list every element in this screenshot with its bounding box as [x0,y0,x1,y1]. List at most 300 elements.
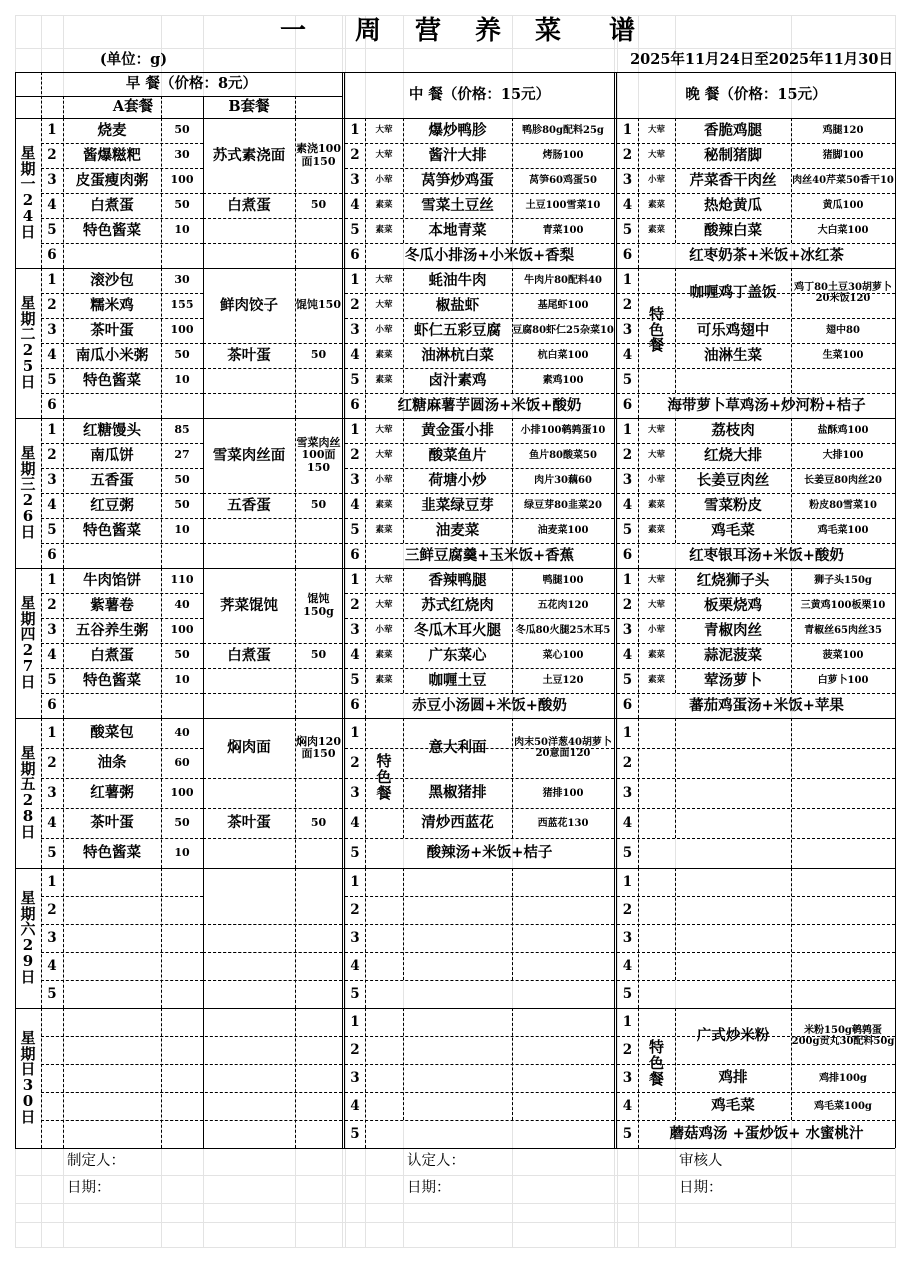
dish-category: 大荤 [375,424,393,435]
dinner-soup-combo: 红枣奶茶+米饭+冰红茶 [689,246,844,264]
lunch-dish: 椒盐虾 [435,296,480,314]
vertical-char: 特 [648,304,664,323]
breakfast-a-dish: 特色酱菜 [83,371,141,389]
breakfast-a-weight [161,543,203,568]
breakfast-b-dish: 荠菜馄饨 [220,596,278,614]
dish-category: 大荤 [375,124,393,135]
approver-date-label: 日期： [407,1180,451,1197]
grid-line [512,1008,513,1120]
row-number: 3 [622,622,633,639]
row-number: 5 [47,985,57,1002]
breakfast-a-dish: 白煮蛋 [90,196,134,214]
row-number: 1 [350,122,360,139]
grid-line [41,1092,342,1093]
breakfast-b-dish: 白煮蛋 [227,196,271,214]
grid-line [161,1008,162,1148]
dish-category: 小荤 [647,474,665,485]
page-title-char: 养 [474,16,501,47]
row-number: 3 [350,622,360,639]
breakfast-b-dish: 白煮蛋 [227,646,271,664]
dinner-soup-combo: 蕃茄鸡蛋汤+米饭+苹果 [689,696,844,714]
row-number: 2 [47,447,57,464]
vertical-char: 特 [376,752,392,771]
dish-category: 素菜 [375,349,393,360]
row-number: 4 [350,957,360,974]
dinner-dish: 红烧大排 [704,446,762,464]
vertical-char: 星 [20,443,36,462]
dinner-dish: 广式炒米粉 [696,1027,770,1045]
dinner-dish: 香脆鸡腿 [704,121,762,139]
grid-line [403,868,404,980]
dinner-weight: 猪脚100 [822,150,864,161]
vertical-char: 餐 [648,1069,664,1088]
row-number: 1 [350,422,360,439]
row-number: 2 [622,297,633,314]
dish-category: 大荤 [375,299,393,310]
breakfast-a-weight: 60 [174,755,190,769]
row-number: 4 [622,814,633,831]
grid-line [203,96,204,118]
dish-category: 大荤 [375,574,393,585]
lunch-dish: 黄金蛋小排 [421,421,494,439]
grid-line [345,924,614,925]
dish-category: 素菜 [375,224,393,235]
breakfast-b-dish: 雪菜肉丝面 [212,446,286,464]
row-number: 2 [622,147,633,164]
row-number: 4 [622,197,633,214]
grid-line [203,778,342,779]
row-number: 5 [350,372,360,389]
dinner-dish: 秘制猪脚 [704,146,762,164]
dinner-soup-combo: 红枣银耳汤+米饭+酸奶 [689,546,844,564]
dinner-dish: 鸡毛菜 [711,521,755,539]
day-label [15,268,41,418]
special-meal-label [365,718,403,838]
vertical-char: 一 [20,175,36,194]
dish-category: 素菜 [375,374,393,385]
vertical-char: 期 [20,759,36,778]
breakfast-a-weight: 10 [174,845,190,859]
row-number: 1 [622,272,633,289]
lunch-dish: 雪菜土豆丝 [421,196,494,214]
grid-line [403,1008,404,1120]
grid-line [161,868,162,1008]
breakfast-a-dish: 酱爆糍粑 [83,146,141,164]
row-number: 2 [350,1041,360,1058]
row-number: 1 [622,1013,633,1030]
row-number: 1 [350,572,360,589]
grid-line [617,838,895,839]
dish-category: 素菜 [375,524,393,535]
grid-line [617,924,895,925]
sheet-gridline [15,1222,896,1223]
breakfast-a-weight: 30 [174,273,190,287]
lunch-dish: 爆炒鸭胗 [428,121,487,139]
breakfast-a-weight: 50 [174,123,190,137]
day-label [15,1008,41,1148]
grid-line [345,1036,614,1037]
vertical-char: 2 [22,936,34,954]
breakfast-a-dish: 特色酱菜 [83,521,141,539]
breakfast-a-dish: 红豆粥 [90,496,134,514]
dinner-dish: 雪菜粉皮 [704,496,762,514]
breakfast-b-weight: 雪菜肉丝100面150 [296,436,341,474]
breakfast-b-dish: 茶叶蛋 [227,814,271,832]
row-number: 5 [350,985,360,1002]
row-number: 6 [47,547,57,564]
dinner-weight: 白萝卜100 [817,675,869,686]
lunch-soup-combo: 红糖麻薯芋圆汤+米饭+酸奶 [397,396,582,414]
row-number: 1 [622,572,633,589]
vertical-char: 色 [376,768,392,787]
row-number: 3 [622,929,633,946]
grid-line [203,838,342,839]
vertical-char: 4 [22,206,34,225]
row-number: 5 [622,672,633,689]
row-number: 1 [47,873,57,890]
row-number: 3 [47,322,57,339]
row-number: 3 [47,172,57,189]
dish-category: 大荤 [647,424,665,435]
dish-category: 小荤 [375,324,393,335]
breakfast-b-weight: 50 [310,198,327,212]
lunch-dish: 油麦菜 [435,521,480,539]
lunch-weight: 冬瓜80火腿25木耳5 [515,625,611,636]
breakfast-a-dish: 红糖馒头 [83,421,141,439]
grid-line [41,1008,42,1148]
breakfast-a-weight: 10 [174,373,190,387]
lunch-weight: 莴笋60鸡蛋50 [529,175,597,186]
vertical-char: 期 [20,459,36,478]
row-number: 5 [622,372,633,389]
breakfast-b-dish: 鲜肉饺子 [220,296,278,314]
dish-category: 素菜 [647,224,665,235]
grid-line [41,980,203,981]
row-number: 2 [350,901,360,918]
row-number: 3 [350,1069,360,1086]
lunch-soup-combo: 三鲜豆腐羹+玉米饭+香蕉 [404,546,575,564]
grid-line [617,808,895,809]
dinner-weight: 鸡腿120 [822,125,864,136]
grid-line [791,718,792,868]
vertical-char: 9 [22,951,34,970]
dinner-weight: 翅中80 [826,325,860,336]
dish-category: 大荤 [647,574,665,585]
breakfast-a-weight: 50 [174,348,190,362]
row-number: 6 [622,697,633,714]
lunch-dish: 蚝油牛肉 [428,271,487,289]
row-number: 5 [622,1125,633,1142]
breakfast-a-weight: 155 [170,298,194,312]
vertical-char: 星 [20,888,36,907]
vertical-char: 六 [20,920,36,939]
grid-line [638,868,639,1008]
dish-category: 素菜 [375,499,393,510]
vertical-char: 期 [20,904,36,923]
row-number: 6 [350,247,360,264]
breakfast-a-weight: 10 [174,223,190,237]
lunch-dish: 莴笋炒鸡蛋 [421,171,494,189]
grid-line [675,718,676,838]
row-number: 1 [47,272,57,289]
row-number: 3 [47,929,57,946]
grid-line [617,748,895,749]
grid-line [675,868,676,980]
reviewer-date-label: 日期： [679,1180,723,1197]
grid-line [203,243,342,244]
page-title-char: 一 [279,16,306,47]
grid-line [203,808,342,809]
dish-category: 大荤 [375,599,393,610]
maker-date-label: 日期： [67,1180,111,1197]
dinner-dish: 红烧狮子头 [696,571,770,589]
dinner-weight: 米粉150g鹌鹑蛋200g贡丸30配料50g [791,1025,895,1047]
breakfast-a-weight: 110 [170,573,194,587]
row-number: 3 [622,322,633,339]
lunch-dish: 酸菜鱼片 [428,446,487,464]
row-number: 4 [622,957,633,974]
vertical-char: 日 [20,672,36,691]
day-label [15,868,41,1008]
sheet-gridline [15,15,896,16]
grid-line [203,543,342,544]
day-label [15,418,41,568]
vertical-char: 日 [20,967,36,986]
lunch-dish: 香辣鸭腿 [428,571,487,589]
grid-line [345,980,614,981]
row-number: 5 [622,222,633,239]
dish-category: 素菜 [647,499,665,510]
grid-line [203,518,342,519]
breakfast-b-weight: 焖肉120面150 [296,734,341,760]
row-number: 6 [622,397,633,414]
breakfast-a-weight [161,693,203,718]
grid-line [41,72,42,118]
row-number: 6 [350,547,360,564]
grid-line [203,1008,204,1148]
row-number: 2 [47,147,57,164]
dish-category: 大荤 [647,599,665,610]
lunch-dish: 韭菜绿豆芽 [421,496,494,514]
lunch-weight: 土豆120 [542,675,584,686]
row-number: 4 [622,347,633,364]
vertical-char: 日 [20,372,36,391]
vertical-char: 星 [20,293,36,312]
vertical-char: 2 [22,491,34,509]
row-number: 4 [622,497,633,514]
grid-line [41,924,203,925]
breakfast-a-weight: 85 [174,423,190,437]
dish-category: 素菜 [647,199,665,210]
lunch-weight: 烤肠100 [542,150,584,161]
row-number: 2 [350,597,360,614]
breakfast-a-weight: 50 [174,498,190,512]
vertical-char: 日 [20,822,36,841]
dish-category: 大荤 [375,274,393,285]
breakfast-b-weight: 50 [310,348,327,362]
grid-line [203,668,342,669]
row-number: 2 [622,754,633,771]
dinner-weight: 粉皮80雪菜10 [809,500,877,511]
dish-category: 大荤 [375,149,393,160]
breakfast-a-dish [63,543,161,568]
lunch-dish: 油淋杭白菜 [421,346,494,364]
grid-line [345,896,614,897]
grid-line [41,952,203,953]
lunch-dish: 清炒西蓝花 [421,814,494,832]
row-number: 3 [622,784,633,801]
row-number: 5 [622,985,633,1002]
dish-category: 小荤 [647,174,665,185]
row-number: 1 [350,1013,360,1030]
lunch-weight: 杭白菜100 [537,350,589,361]
vertical-char: 8 [22,806,34,825]
dinner-dish: 青椒肉丝 [704,621,762,639]
set-b-header: B套餐 [228,98,270,116]
row-number: 1 [47,422,57,439]
grid-line [63,96,64,118]
breakfast-a-weight: 40 [174,725,190,739]
grid-line [617,952,895,953]
breakfast-b-dish: 五香蛋 [227,496,271,514]
dinner-weight: 盐酥鸡100 [817,425,869,436]
grid-line [365,868,366,1008]
row-number: 1 [622,724,633,741]
breakfast-a-weight: 100 [170,323,194,337]
lunch-weight: 油麦菜100 [537,525,589,536]
vertical-char: 期 [20,159,36,178]
vertical-char: 三 [20,475,36,494]
special-meal-label [638,268,675,393]
grid-line [617,778,895,779]
dish-category: 大荤 [647,449,665,460]
lunch-weight: 素鸡100 [542,375,584,386]
dinner-dish: 鸡毛菜 [711,1097,755,1115]
grid-line [203,343,342,344]
breakfast-b-weight: 馄饨150 [296,298,341,312]
row-number: 4 [350,1097,360,1114]
row-number: 3 [350,472,360,489]
day-label [15,568,41,718]
breakfast-a-weight: 100 [170,623,194,637]
row-number: 4 [47,347,57,364]
vertical-char: 星 [20,743,36,762]
breakfast-b-dish: 焖肉面 [227,739,271,757]
row-number: 1 [47,724,57,741]
dinner-dish: 热炝黄瓜 [704,196,762,214]
grid-line [203,643,342,644]
dinner-dish: 芹菜香干肉丝 [689,171,777,189]
row-number: 2 [47,597,57,614]
dinner-weight: 菠菜100 [822,650,864,661]
grid-line [63,1008,64,1148]
dinner-dish: 油淋生菜 [704,346,762,364]
lunch-soup-combo: 冬瓜小排汤+小米饭+香梨 [404,246,575,264]
row-number: 5 [47,522,57,539]
dinner-weight: 黄瓜100 [822,200,864,211]
row-number: 5 [350,1125,360,1142]
breakfast-a-weight: 50 [174,473,190,487]
breakfast-b-weight: 馄饨150g [303,592,334,618]
dinner-weight: 青椒丝65肉丝35 [804,625,882,636]
vertical-char: 日 [20,222,36,241]
grid-line [203,493,342,494]
vertical-char: 日 [20,1107,36,1126]
row-number: 4 [350,814,360,831]
grid-line [638,718,639,868]
dish-category: 素菜 [647,524,665,535]
vertical-char: 期 [20,1044,36,1063]
row-number: 2 [350,147,360,164]
row-number: 2 [622,1041,633,1058]
breakfast-a-dish: 南瓜饼 [90,446,134,464]
row-number: 4 [622,1097,633,1114]
grid-line [295,868,296,1008]
lunch-soup-combo: 赤豆小汤圆+米饭+酸奶 [412,696,567,714]
row-number: 2 [47,297,57,314]
lunch-weight: 鱼片80酸菜50 [529,450,597,461]
dinner-dish: 酸辣白菜 [704,221,762,239]
special-meal-label [638,1008,675,1120]
row-number: 3 [350,322,360,339]
maker-label: 制定人： [67,1152,125,1169]
vertical-char: 7 [22,656,34,675]
grid-line [63,868,64,1008]
grid-line [161,96,162,118]
grid-line [617,980,895,981]
breakfast-b-weight: 50 [310,648,327,662]
dinner-dish: 板栗烧鸡 [704,596,762,614]
row-number: 1 [350,724,360,741]
grid-line [41,1064,342,1065]
lunch-weight: 青菜100 [542,225,584,236]
grid-line [41,1036,342,1037]
vertical-char: 日 [20,522,36,541]
breakfast-a-dish: 红薯粥 [90,784,134,802]
dish-category: 素菜 [647,674,665,685]
row-number: 3 [350,172,360,189]
dinner-weight: 鸡排100g [819,1072,867,1084]
row-number: 4 [350,497,360,514]
lunch-dish: 冬瓜木耳火腿 [414,621,501,639]
dinner-weight: 长姜豆80肉丝20 [804,475,882,486]
breakfast-a-weight: 10 [174,673,190,687]
dinner-dish: 可乐鸡翅中 [696,321,770,339]
dinner-weight: 狮子头150g [814,575,872,586]
page-title-char: 谱 [608,16,635,47]
set-a-header: A套餐 [112,98,154,116]
lunch-dish: 虾仁五彩豆腐 [414,321,501,339]
lunch-weight: 绿豆芽80韭菜20 [524,500,602,511]
row-number: 3 [47,622,57,639]
dish-category: 大荤 [647,149,665,160]
lunch-weight: 牛肉片80配料40 [524,275,602,286]
vertical-char: 2 [22,791,34,809]
vertical-char: 餐 [648,336,664,355]
breakfast-a-dish: 特色酱菜 [83,221,141,239]
dinner-dish: 荤汤萝卜 [704,671,762,689]
dinner-dish: 荔枝肉 [711,421,755,439]
dinner-weight: 大排100 [822,450,864,461]
breakfast-a-dish: 烧麦 [97,121,127,139]
row-number: 5 [350,522,360,539]
dinner-weight: 鸡丁80土豆30胡萝卜20米饭120 [794,282,892,304]
row-number: 3 [47,784,57,801]
breakfast-a-dish: 五香蛋 [90,471,134,489]
sheet-gridline [15,1203,896,1204]
row-number: 3 [350,784,360,801]
breakfast-b-weight: 50 [310,815,327,829]
